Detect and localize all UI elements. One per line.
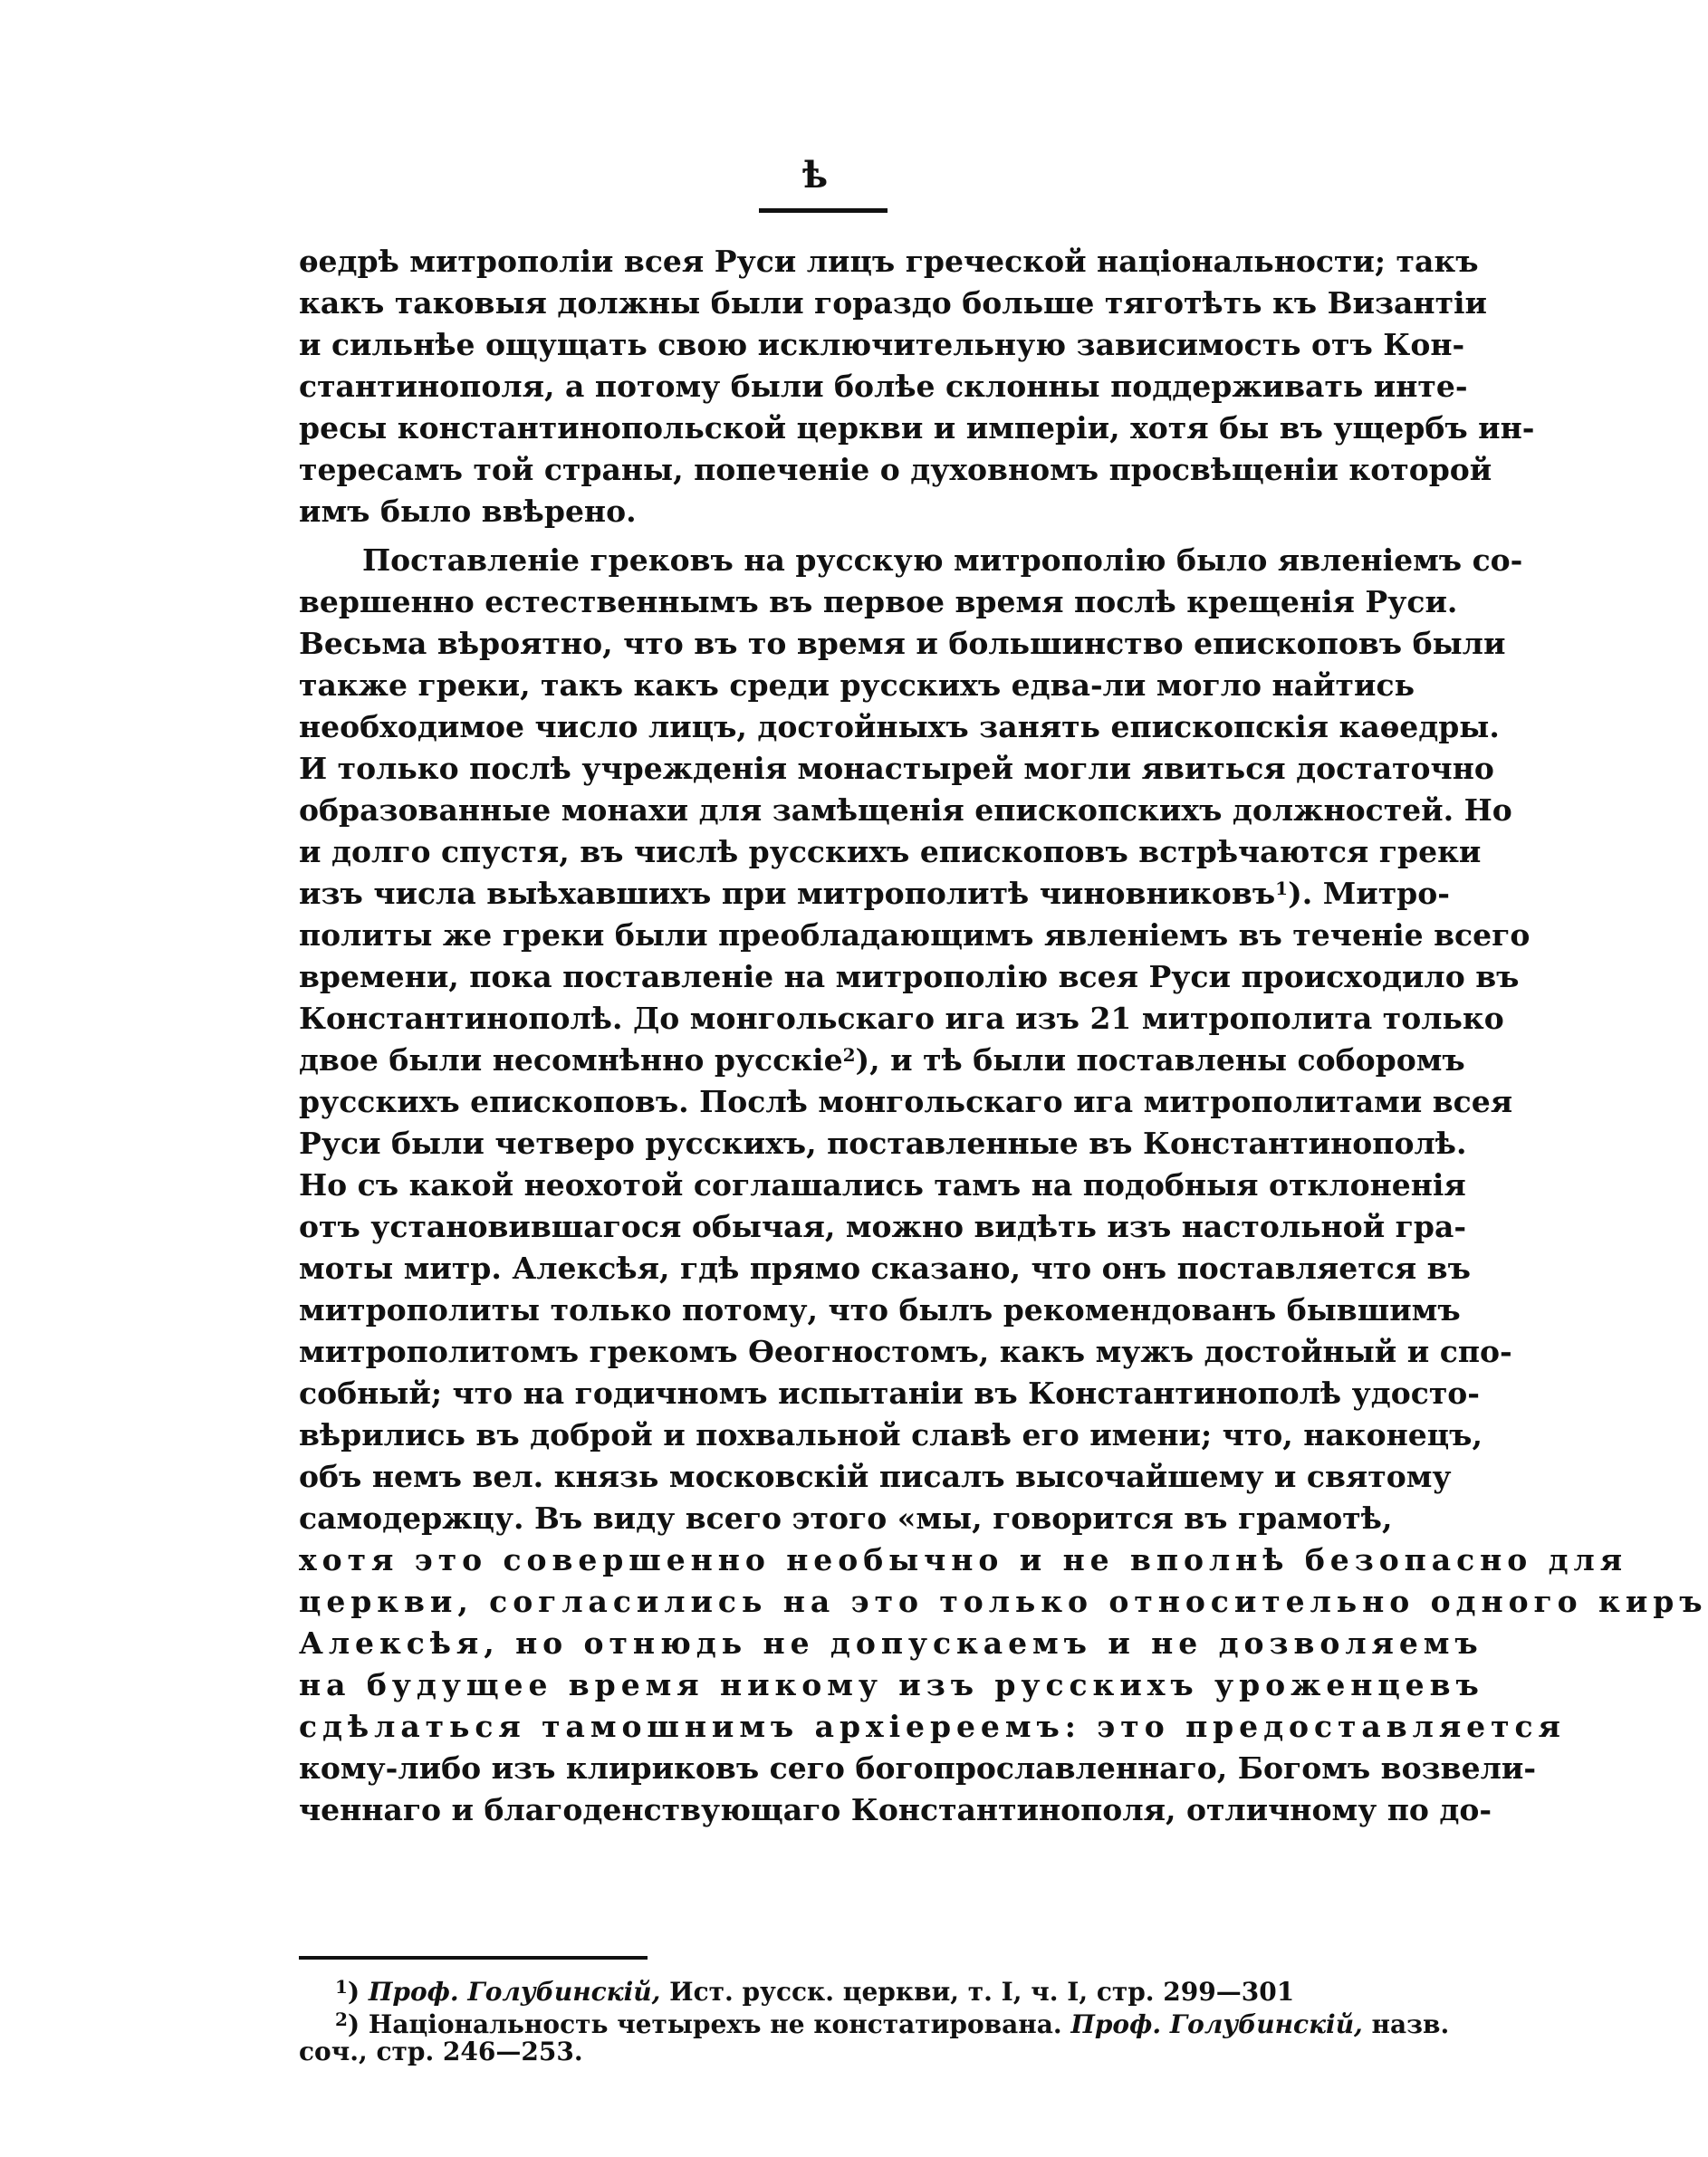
text-line: образованные монахи для замѣщенія епископскихъ должностей. Но bbox=[299, 792, 1512, 828]
footnote-ref[interactable]: 2 bbox=[842, 1044, 856, 1066]
text-line: хотя это совершенно необычно и не вполнѣ безопасно для bbox=[299, 1542, 1628, 1577]
text-segment: двое были несомнѣнно русскіе bbox=[299, 1042, 843, 1078]
text-line: собный; что на годичномъ испытаніи въ Константинополѣ удосто- bbox=[299, 1376, 1480, 1411]
text-line: ресы константинопольской церкви и имперіи, хотя бы въ ущербъ ин- bbox=[299, 410, 1535, 446]
text-line: церкви, согласились на это только относительно одного киръ bbox=[299, 1584, 1708, 1619]
text-line: необходимое число лицъ, достойныхъ занять епископскія каѳедры. bbox=[299, 709, 1500, 744]
text-line: Весьма вѣроятно, что въ то время и большинство епископовъ были bbox=[299, 626, 1506, 661]
text-segment: изъ числа выѣхавшихъ при митрополитѣ чиновниковъ bbox=[299, 876, 1276, 911]
text-line: Алексѣя, но отнюдь не допускаемъ и не дозволяемъ bbox=[299, 1625, 1483, 1661]
text-line: русскихъ епископовъ. Послѣ монгольскаго ига митрополитами всея bbox=[299, 1084, 1513, 1119]
footnote-mark: 1 bbox=[335, 1976, 348, 1998]
text-line: отъ установившагося обычая, можно видѣть изъ настольной гра- bbox=[299, 1209, 1467, 1244]
text-line: на будущее время никому изъ русскихъ уроженцевъ bbox=[299, 1667, 1484, 1702]
footnote-rule bbox=[299, 1956, 648, 1960]
text-segment: Митро- bbox=[1322, 876, 1450, 911]
footnote-text: назв. bbox=[1371, 2009, 1450, 2039]
footnote-2: $^2$) Національность четырехъ не констатирована. Проф. Голубинскій, назв. bbox=[335, 2008, 1450, 2039]
footnotes bbox=[299, 1970, 1450, 2068]
text-line: митрополитомъ грекомъ Ѳеогностомъ, какъ мужъ достойный и спо- bbox=[299, 1334, 1512, 1369]
footnote-mark: 2 bbox=[335, 2008, 348, 2030]
text-line: Поставленіе грековъ на русскую митрополію было явленіемъ со- bbox=[362, 542, 1523, 578]
text-line: митрополиты только потому, что былъ рекомендованъ бывшимъ bbox=[299, 1292, 1461, 1328]
text-line: тересамъ той страны, попеченіе о духовномъ просвѣщеніи которой bbox=[299, 452, 1492, 487]
text-line: также греки, такъ какъ среди русскихъ едва-ли могло найтись bbox=[299, 667, 1415, 703]
text-line: Константинополѣ. До монгольскаго ига изъ 21 митрополита только bbox=[299, 1001, 1504, 1036]
text-line: кому-либо изъ клириковъ сего богопрославленнаго, Богомъ возвели- bbox=[299, 1750, 1537, 1786]
text-line: моты митр. Алексѣя, гдѣ прямо сказано, что онъ поставляется въ bbox=[299, 1251, 1471, 1286]
text-line: ченнаго и благоденствующаго Константинополя, отличному по до- bbox=[299, 1792, 1492, 1827]
text-line: изъ числа выѣхавшихъ при митрополитѣ чиновниковъ$^1$). Митро- bbox=[299, 876, 1450, 911]
footnote-author: Проф. Голубинскій, bbox=[1070, 2009, 1363, 2039]
text-line: имъ было ввѣрено. bbox=[299, 494, 637, 529]
text-line: И только послѣ учрежденія монастырей могли явиться достаточно bbox=[299, 751, 1494, 786]
text-line: самодержцу. Въ виду всего этого «мы, говорится въ грамотѣ, bbox=[299, 1500, 1393, 1536]
text-line: политы же греки были преобладающимъ явленіемъ въ теченіе всего bbox=[299, 917, 1530, 953]
text-line: вершенно естественнымъ въ первое время послѣ крещенія Руси. bbox=[299, 584, 1458, 619]
footnote-text: Національность четырехъ не констатирована. bbox=[368, 2009, 1062, 2039]
header-rule bbox=[759, 208, 888, 213]
text-line: двое были несомнѣнно русскіе$^2$), и тѣ были поставлены соборомъ bbox=[299, 1042, 1465, 1078]
footnote-2-continued: соч., стр. 246—253. bbox=[299, 2037, 583, 2066]
text-line: вѣрились въ доброй и похвальной славѣ его имени; что, наконецъ, bbox=[299, 1417, 1483, 1452]
text-line: объ немъ вел. князь московскій писалъ высочайшему и святому bbox=[299, 1459, 1452, 1494]
text-line: и долго спустя, въ числѣ русскихъ епископовъ встрѣчаются греки bbox=[299, 834, 1482, 869]
text-line: времени, пока поставленіе на митрополію всея Руси происходило въ bbox=[299, 959, 1520, 994]
text-line: сдѣлаться тамошнимъ архіереемъ: это предоставляется bbox=[299, 1709, 1566, 1744]
text-line: Но съ какой неохотой соглашались тамъ на подобныя отклоненія bbox=[299, 1167, 1466, 1203]
text-line: стантинополя, а потому были болѣе склонны поддерживать инте- bbox=[299, 369, 1468, 404]
footnote-ref[interactable]: 1 bbox=[1275, 877, 1289, 899]
text-line: ѳедрѣ митрополіи всея Руси лицъ греческой національности; такъ bbox=[299, 244, 1479, 279]
footnote-1: $^1$) Проф. Голубинскій, Ист. русск. церкви, т. I, ч. I, стр. 299—301 bbox=[335, 1976, 1295, 2007]
text-line: и сильнѣе ощущать свою исключительную зависимость отъ Кон- bbox=[299, 327, 1465, 362]
footnote-text: Ист. русск. церкви, т. I, ч. I, стр. 299—301 bbox=[669, 1977, 1295, 2007]
body-text bbox=[299, 241, 1708, 1831]
text-line: Руси были четверо русскихъ, поставленные въ Константинополѣ. bbox=[299, 1126, 1467, 1161]
text-line: какъ таковыя должны были гораздо больше тяготѣть къ Византіи bbox=[299, 285, 1488, 321]
text-segment: , и тѣ были поставлены соборомъ bbox=[869, 1042, 1465, 1078]
footnote-author: Проф. Голубинскій, bbox=[368, 1977, 661, 2007]
page-number: ѣ bbox=[801, 154, 829, 197]
